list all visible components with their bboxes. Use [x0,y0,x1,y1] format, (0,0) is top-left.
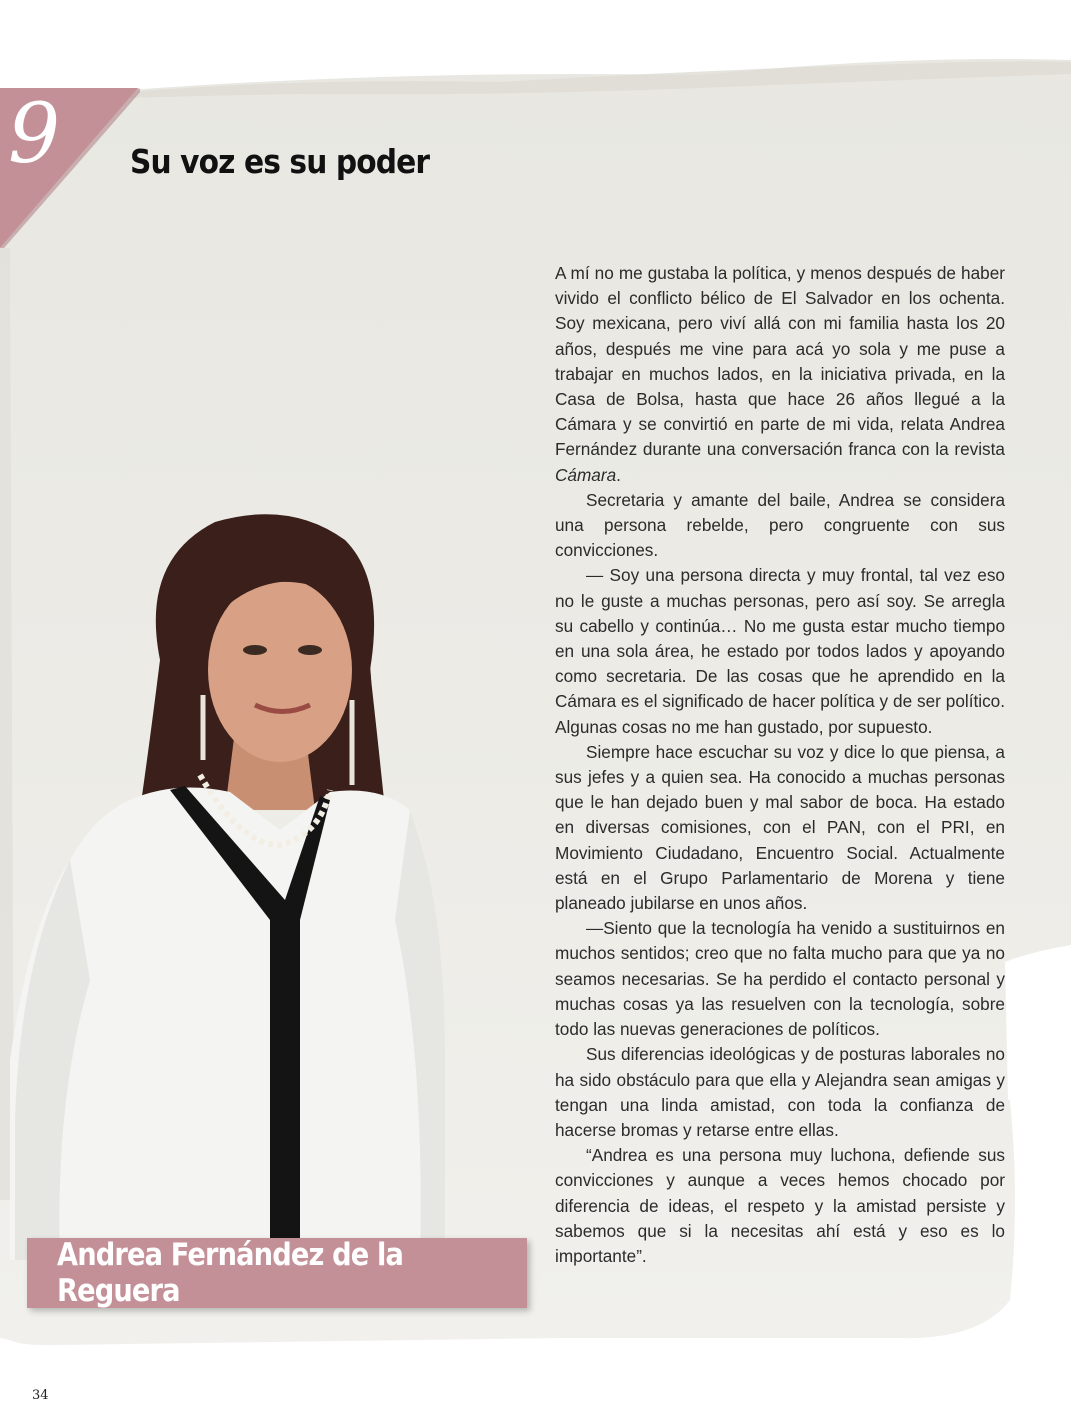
name-caption-bar [27,1238,527,1308]
article-body [555,261,1005,1269]
page-title: Su voz es su poder [130,142,430,181]
paragraph-4: Siempre hace escuchar su voz y dice lo que piensa, a sus jefes y a quien sea. Ha conocido a muchas personas que le han dejado buen y mal sabor de boca. Ha estado en diversas comisiones, con el PAN, con el PRI, en Movimiento Ciudadano, Encuentro Social. Actualmente está en el Grupo Parlamentario de Morena y tiene planeado jubilarse en unos años. [555,741,1005,914]
magazine-name: Cámara [555,464,617,485]
person-name: Andrea Fernández de la Reguera [57,1237,403,1309]
paragraph-1: A mí no me gustaba la política, y menos después de haber vivido el conflicto bélico de El Salvador en los ochenta. Soy mexicana, pero viví allá con mi familia hasta los 20 años, después me vine para acá yo sola y me puse a trabajar en muchos lados, en la iniciativa privada, en la Casa de Bolsa, hasta que hace 26 años llegué a la Cámara y se convirtió en parte de mi vida, relata Andrea Fernández durante una conversación franca con la revista Cámara. [555,263,1005,485]
paragraph-6: Sus diferencias ideológicas y de posturas laborales no ha sido obstáculo para que ella y Alejandra sean amigas y tengan una linda amistad, con toda la confianza de hacerse bromas y retarse entre ellas. [555,1044,1005,1140]
portrait-photo [0,500,470,1260]
paragraph-2: Secretaria y amante del baile, Andrea se considera una persona rebelde, pero congruente con sus convicciones. [555,489,1005,561]
paragraph-5: —Siento que la tecnología ha venido a sustituirnos en muchos sentidos; creo que no falta mucho para que ya no seamos necesarias. Se ha perdido el contacto personal y muchas cosas ya las resuelven con la tecnología, sobre todo las nuevas generaciones de políticos. [555,918,1005,1040]
page-number: 34 [32,1388,49,1403]
paragraph-3: — Soy una persona directa y muy frontal, tal vez eso no le guste a muchas personas, pero así soy. Se arregla su cabello y continúa… No me gusta estar mucho tiempo en una sola área, he estado por todos lados y apoyando como secretaria. De las cosas que he aprendido en la Cámara es el significado de hacer política y de ser político. Algunas cosas no me han gustado, por supuesto. [555,565,1005,737]
chapter-number: 9 [8,87,61,182]
paragraph-7: “Andrea es una persona muy luchona, defiende sus convicciones y aunque a veces hemos chocado por diferencia de ideas, el respeto y la amistad persiste y sabemos que si la necesitas ahí está y eso es lo importante”. [555,1145,1005,1266]
